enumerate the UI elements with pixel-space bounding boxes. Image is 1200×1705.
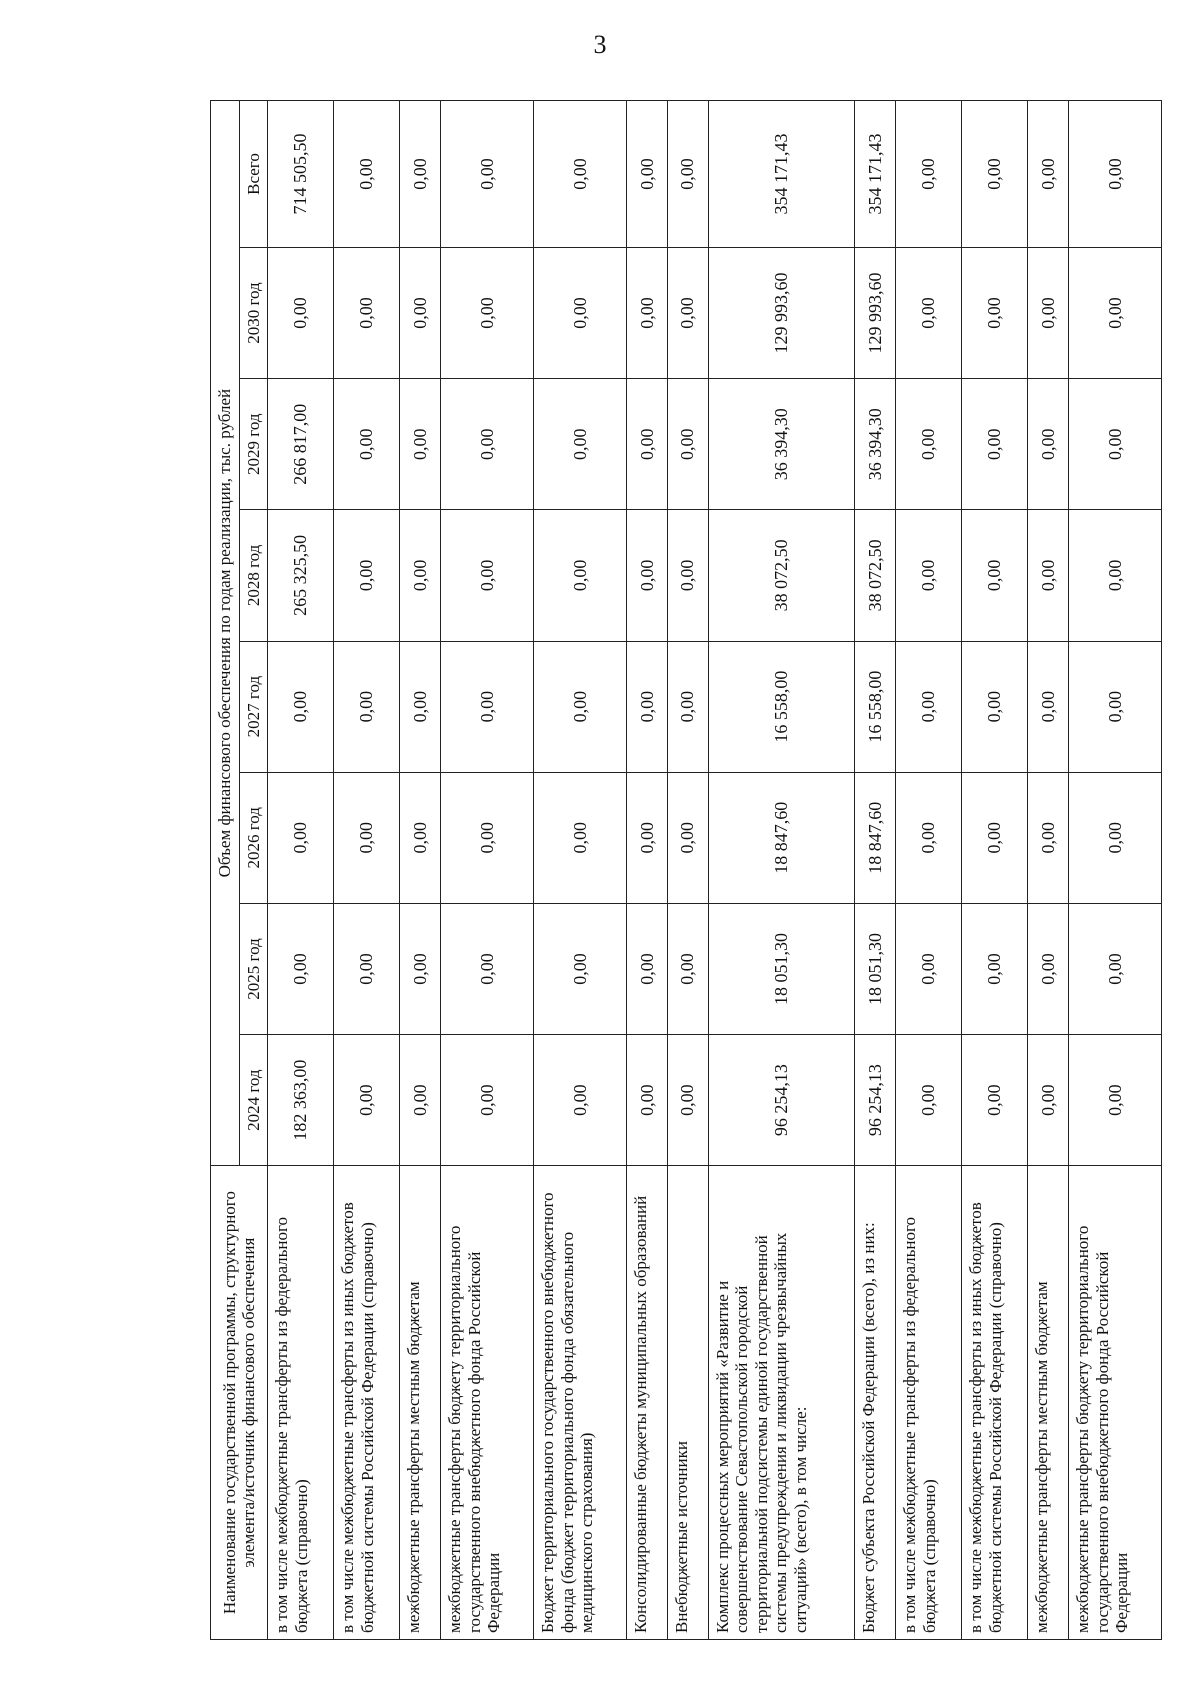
row-total-value: 0,00	[626, 101, 667, 248]
row-year-value: 0,00	[626, 247, 667, 378]
row-year-value: 0,00	[400, 1035, 441, 1166]
row-year-value: 129 993,60	[708, 247, 855, 378]
header-name-column: Наименование государственной программы, структурного элемента/источник финансового обеспечения	[211, 1166, 268, 1640]
row-year-value: 0,00	[534, 1035, 627, 1166]
page-number: 3	[593, 30, 607, 59]
table-row	[962, 101, 1028, 1640]
row-year-value: 182 363,00	[268, 1035, 334, 1166]
row-name: Консолидированные бюджеты муниципальных образований	[626, 1166, 667, 1640]
rotated-table-container	[210, 100, 1162, 1640]
row-total-value: 0,00	[962, 101, 1028, 248]
header-total: Всего	[239, 101, 268, 248]
rotated-table-area	[210, 100, 1162, 1640]
row-total-value: 714 505,50	[268, 101, 334, 248]
row-year-value: 0,00	[962, 510, 1028, 641]
header-year: 2025 год	[239, 903, 268, 1034]
row-total-value: 354 171,43	[855, 101, 896, 248]
row-name: Внебюджетные источники	[667, 1166, 708, 1640]
table-row	[268, 101, 334, 1640]
row-year-value: 0,00	[441, 903, 534, 1034]
row-year-value: 0,00	[626, 903, 667, 1034]
row-year-value: 0,00	[1028, 1035, 1069, 1166]
row-year-value: 0,00	[667, 379, 708, 510]
row-year-value: 0,00	[626, 510, 667, 641]
row-year-value: 0,00	[268, 247, 334, 378]
row-year-value: 0,00	[441, 510, 534, 641]
row-year-value: 0,00	[1068, 641, 1161, 772]
row-year-value: 0,00	[334, 641, 400, 772]
row-year-value: 18 847,60	[855, 772, 896, 903]
financing-table	[210, 100, 1162, 1640]
row-year-value: 18 051,30	[855, 903, 896, 1034]
row-year-value: 266 817,00	[268, 379, 334, 510]
table-row	[667, 101, 708, 1640]
table-row	[708, 101, 855, 1640]
row-year-value: 0,00	[534, 510, 627, 641]
header-row-group	[211, 101, 240, 1640]
row-year-value: 96 254,13	[855, 1035, 896, 1166]
row-year-value: 38 072,50	[708, 510, 855, 641]
header-year: 2029 год	[239, 379, 268, 510]
row-year-value: 0,00	[962, 247, 1028, 378]
row-year-value: 16 558,00	[708, 641, 855, 772]
row-year-value: 0,00	[1028, 772, 1069, 903]
row-year-value: 0,00	[962, 903, 1028, 1034]
row-total-value: 0,00	[534, 101, 627, 248]
table-row	[334, 101, 400, 1640]
row-year-value: 0,00	[1068, 510, 1161, 641]
row-year-value: 0,00	[1028, 247, 1069, 378]
row-year-value: 0,00	[334, 1035, 400, 1166]
table-row	[400, 101, 441, 1640]
row-total-value: 0,00	[896, 101, 962, 248]
row-year-value: 0,00	[1068, 247, 1161, 378]
row-name: Бюджет территориального государственного внебюджетного фонда (бюджет территориального фонда обязательного медицинского страхования)	[534, 1166, 627, 1640]
row-total-value: 0,00	[441, 101, 534, 248]
row-year-value: 0,00	[400, 510, 441, 641]
row-year-value: 0,00	[1028, 903, 1069, 1034]
row-year-value: 0,00	[1028, 641, 1069, 772]
row-year-value: 0,00	[896, 1035, 962, 1166]
row-year-value: 36 394,30	[708, 379, 855, 510]
header-funding-group: Объем финансового обеспечения по годам реализации, тыс. рублей	[211, 101, 240, 1166]
row-total-value: 0,00	[400, 101, 441, 248]
row-year-value: 0,00	[268, 772, 334, 903]
row-year-value: 0,00	[334, 379, 400, 510]
row-year-value: 0,00	[534, 641, 627, 772]
row-year-value: 0,00	[534, 379, 627, 510]
row-year-value: 0,00	[667, 510, 708, 641]
row-total-value: 0,00	[667, 101, 708, 248]
header-year: 2026 год	[239, 772, 268, 903]
table-row	[855, 101, 896, 1640]
table-row	[1028, 101, 1069, 1640]
row-name: в том числе межбюджетные трансферты из иных бюджетов бюджетной системы Российской Федерации (справочно)	[334, 1166, 400, 1640]
row-year-value: 0,00	[896, 379, 962, 510]
row-year-value: 0,00	[896, 772, 962, 903]
row-year-value: 0,00	[400, 247, 441, 378]
row-year-value: 0,00	[400, 772, 441, 903]
row-year-value: 265 325,50	[268, 510, 334, 641]
row-year-value: 0,00	[1068, 903, 1161, 1034]
row-year-value: 0,00	[896, 510, 962, 641]
row-year-value: 38 072,50	[855, 510, 896, 641]
row-name: Комплекс процессных мероприятий «Развитие и совершенствование Севастопольской городской территориальной подсистемы единой государственной системы предупреждения и ликвидации чрезвычайных ситуаций» (всего), в том числе:	[708, 1166, 855, 1640]
row-year-value: 0,00	[667, 1035, 708, 1166]
row-year-value: 0,00	[1068, 1035, 1161, 1166]
row-year-value: 0,00	[441, 772, 534, 903]
row-year-value: 0,00	[962, 772, 1028, 903]
table-row	[441, 101, 534, 1640]
row-name: межбюджетные трансферты местным бюджетам	[400, 1166, 441, 1640]
row-total-value: 0,00	[334, 101, 400, 248]
row-year-value: 0,00	[667, 247, 708, 378]
row-year-value: 0,00	[626, 379, 667, 510]
row-year-value: 18 847,60	[708, 772, 855, 903]
row-year-value: 0,00	[268, 641, 334, 772]
row-year-value: 0,00	[441, 1035, 534, 1166]
row-year-value: 0,00	[334, 247, 400, 378]
row-year-value: 0,00	[441, 379, 534, 510]
row-year-value: 0,00	[962, 379, 1028, 510]
row-name: в том числе межбюджетные трансферты из федерального бюджета (справочно)	[268, 1166, 334, 1640]
table-body	[268, 101, 1162, 1640]
row-year-value: 0,00	[896, 247, 962, 378]
row-year-value: 0,00	[334, 772, 400, 903]
row-year-value: 36 394,30	[855, 379, 896, 510]
row-year-value: 96 254,13	[708, 1035, 855, 1166]
row-year-value: 0,00	[626, 641, 667, 772]
header-year: 2024 год	[239, 1035, 268, 1166]
row-year-value: 0,00	[334, 510, 400, 641]
row-year-value: 0,00	[962, 1035, 1028, 1166]
row-total-value: 0,00	[1068, 101, 1161, 248]
row-year-value: 0,00	[1028, 379, 1069, 510]
header-year: 2030 год	[239, 247, 268, 378]
row-year-value: 0,00	[334, 903, 400, 1034]
row-year-value: 16 558,00	[855, 641, 896, 772]
table-row	[626, 101, 667, 1640]
row-total-value: 0,00	[1028, 101, 1069, 248]
header-year: 2027 год	[239, 641, 268, 772]
row-year-value: 0,00	[667, 772, 708, 903]
row-year-value: 0,00	[534, 772, 627, 903]
row-total-value: 354 171,43	[708, 101, 855, 248]
row-year-value: 0,00	[534, 903, 627, 1034]
row-year-value: 0,00	[268, 903, 334, 1034]
row-year-value: 0,00	[400, 641, 441, 772]
row-year-value: 129 993,60	[855, 247, 896, 378]
row-year-value: 0,00	[962, 641, 1028, 772]
row-year-value: 0,00	[1068, 379, 1161, 510]
row-year-value: 0,00	[667, 641, 708, 772]
row-name: в том числе межбюджетные трансферты из федерального бюджета (справочно)	[896, 1166, 962, 1640]
row-year-value: 0,00	[1068, 772, 1161, 903]
row-year-value: 18 051,30	[708, 903, 855, 1034]
row-year-value: 0,00	[626, 772, 667, 903]
row-year-value: 0,00	[534, 247, 627, 378]
table-row	[534, 101, 627, 1640]
row-name: межбюджетные трансферты бюджету территориального государственного внебюджетного фонда Российской Федерации	[441, 1166, 534, 1640]
row-year-value: 0,00	[441, 247, 534, 378]
row-year-value: 0,00	[667, 903, 708, 1034]
table-row	[896, 101, 962, 1640]
row-name: Бюджет субъекта Российской Федерации (всего), из них:	[855, 1166, 896, 1640]
row-year-value: 0,00	[896, 903, 962, 1034]
row-name: в том числе межбюджетные трансферты из иных бюджетов бюджетной системы Российской Федерации (справочно)	[962, 1166, 1028, 1640]
row-year-value: 0,00	[896, 641, 962, 772]
row-year-value: 0,00	[400, 379, 441, 510]
row-year-value: 0,00	[400, 903, 441, 1034]
row-name: межбюджетные трансферты местным бюджетам	[1028, 1166, 1069, 1640]
table-row	[1068, 101, 1161, 1640]
row-year-value: 0,00	[441, 641, 534, 772]
row-year-value: 0,00	[1028, 510, 1069, 641]
row-year-value: 0,00	[626, 1035, 667, 1166]
header-year: 2028 год	[239, 510, 268, 641]
row-name: межбюджетные трансферты бюджету территориального государственного внебюджетного фонда Российской Федерации	[1068, 1166, 1161, 1640]
